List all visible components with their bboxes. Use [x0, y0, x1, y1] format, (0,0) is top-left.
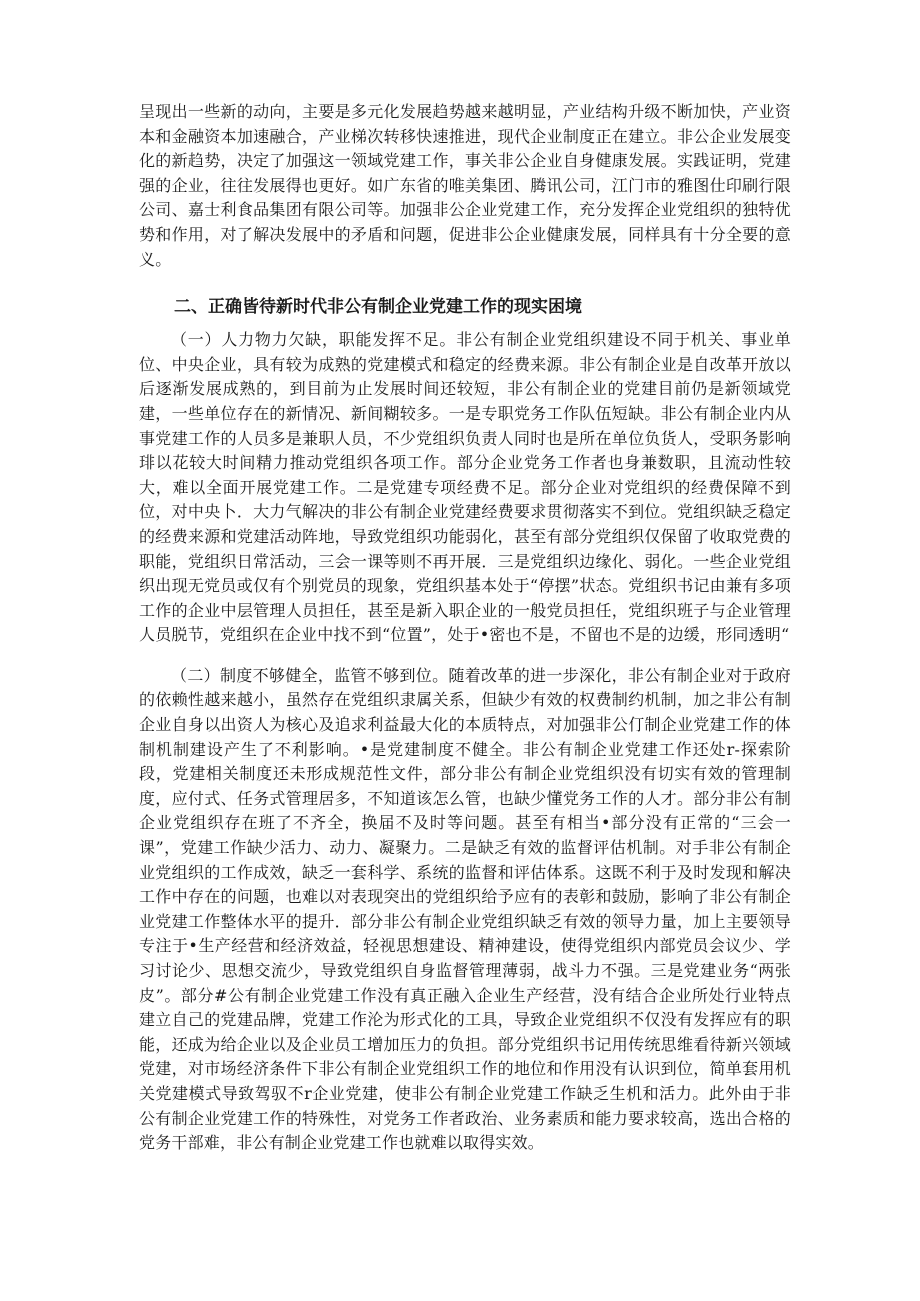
body-paragraph-manpower: （一）人力物力欠缺，职能发挥不足。非公有制企业党组织建设不同于机关、事业单位、中央企业，具有较为成熟的党建模式和稳定的经费来源。非公有制企业是自改革开放以后逐渐发展成熟的，到目前为止发展时间还较短，非公有制企业的党建目前仍是新领域党建，一些单位存在的新情况、新间糊较多。一是专职党务工作队伍短缺。非公有制企业内从事党建工作的人员多是兼职人员，不少党组织负责人同时也是所在单位负货人，受职务影响琲以花较大时间精力推动党组织各项工作。部分企业党务工作者也身兼数职，且流动性较大，难以全面开展党建工作。二是党建专项经费不足。部分企业对党组织的经费保障不到位，对中央卜．大力气解决的非公有制企业党建经费要求贯彻落实不到位。党组织缺乏稳定的经费来源和党建活动阵地，导致党组织功能弱化，甚至有部分党组织仅保留了收取党费的职能，党组织日常活动，三会一课等则不再开展．三是党组织边缘化、弱化。一些企业党组织出现无党员或仅有个别党员的现象，党组织基本处于“停摆”状态。党组织书记由兼有多项工作的企业中层管理人员担任，甚至是新入职企业的一般党员担任，党组织班子与企业管理人员脱节，党组织在企业中找不到“位置”，处于•密也不是，不留也不是的边缓，形同透明“: [139, 330, 791, 645]
body-paragraph-continuation: 呈现出一些新的动向，主要是多元化发展趋势越来越明显，产业结构升级不断加快，产业资本和金融资本加速融合，产业梯次转移快速推进，现代企业制度正在建立。非公企业发展变化的新趋势，决定了加强这一领域党建工作，事关非公企业自身健康发展。实践证明，党建强的企业，往往发展得也更好。如广东省的唯美集团、腾讯公司，江门市的雅图仕印刷行限公司、嘉士利食品集团有限公司等。加强非公企业党建工作，充分发挥企业党组织的独特优势和作用，对了解决发展中的矛盾和问题，促进非公企业健康发展，同样具有十分全要的意义。: [139, 102, 791, 269]
section-heading: 二、正确皆待新时代非公有制企业党建工作的现实困境: [174, 297, 582, 318]
body-paragraph-system: （二）制度不够健全，监管不够到位。随着改革的进一步深化，非公有制企业对于政府的依赖性越来越小，虽然存在党组织隶属关系，但缺少有效的权费制约机制，加之非公有制企业自身以出资人为核心及追求利益最大化的本质特点，对加强非公仃制企业党建工作的体制机制建设产生了不利影响。•是党建制度不健全。非公有制企业党建工作还处r-探索阶段，党建相关制度还未形成规范性文件，部分非公有制企业党组织没有切实有效的管理制度，应付式、任务式管理居多，不知道该怎么管，也缺少懂党务工作的人才。部分非公有制企业党组织存在班了不齐全，换届不及时等问题。甚至有相当•部分没有正常的“三会一课”，党建工作缺少活力、动力、凝聚力。二是缺乏有效的监督评估机制。对手非公有制企业党组织的工作成效，缺乏一套科学、系统的监督和评估体系。这既不利于及时发现和解决工作中存在的问题，也难以对表现突出的党组织给予应有的表彰和鼓励，影响了非公有制企业党建工作整体水平的提升．部分非公有制企业党组织缺乏有效的领导力量，加上主要领导专注于•生产经营和经济效益，轻视思想建设、精神建设，使得党组织内部党员会议少、学习讨论少、思想交流少，导致党组织自身监督管理薄弱，战斗力不强。三是党建业务“两张皮”。部分#公有制企业党建工作没有真正融入企业生产经营，没有结合企业所处行业特点建立自己的党建品牌，党建工作沦为形式化的工具，导致企业党组织不仅没有发挥应有的职能，还成为给企业以及企业员工增加压力的负担。部分党组织书记用传统思维看待新兴领域党建，对市场经济条件下非公有制企业党组织工作的地位和作用没有认识到位，简单套用机关党建模式导致驾驭不r企业党建，使非公有制企业党建工作缺乏生机和活力。此外由于非公有制企业党建工作的特殊性，对党务工作者政治、业务素质和能力要求较高，选出合格的党务干部难，非公有制企业党建工作也就难以取得实效。: [139, 665, 791, 1153]
document-page: [139, 100, 791, 1156]
